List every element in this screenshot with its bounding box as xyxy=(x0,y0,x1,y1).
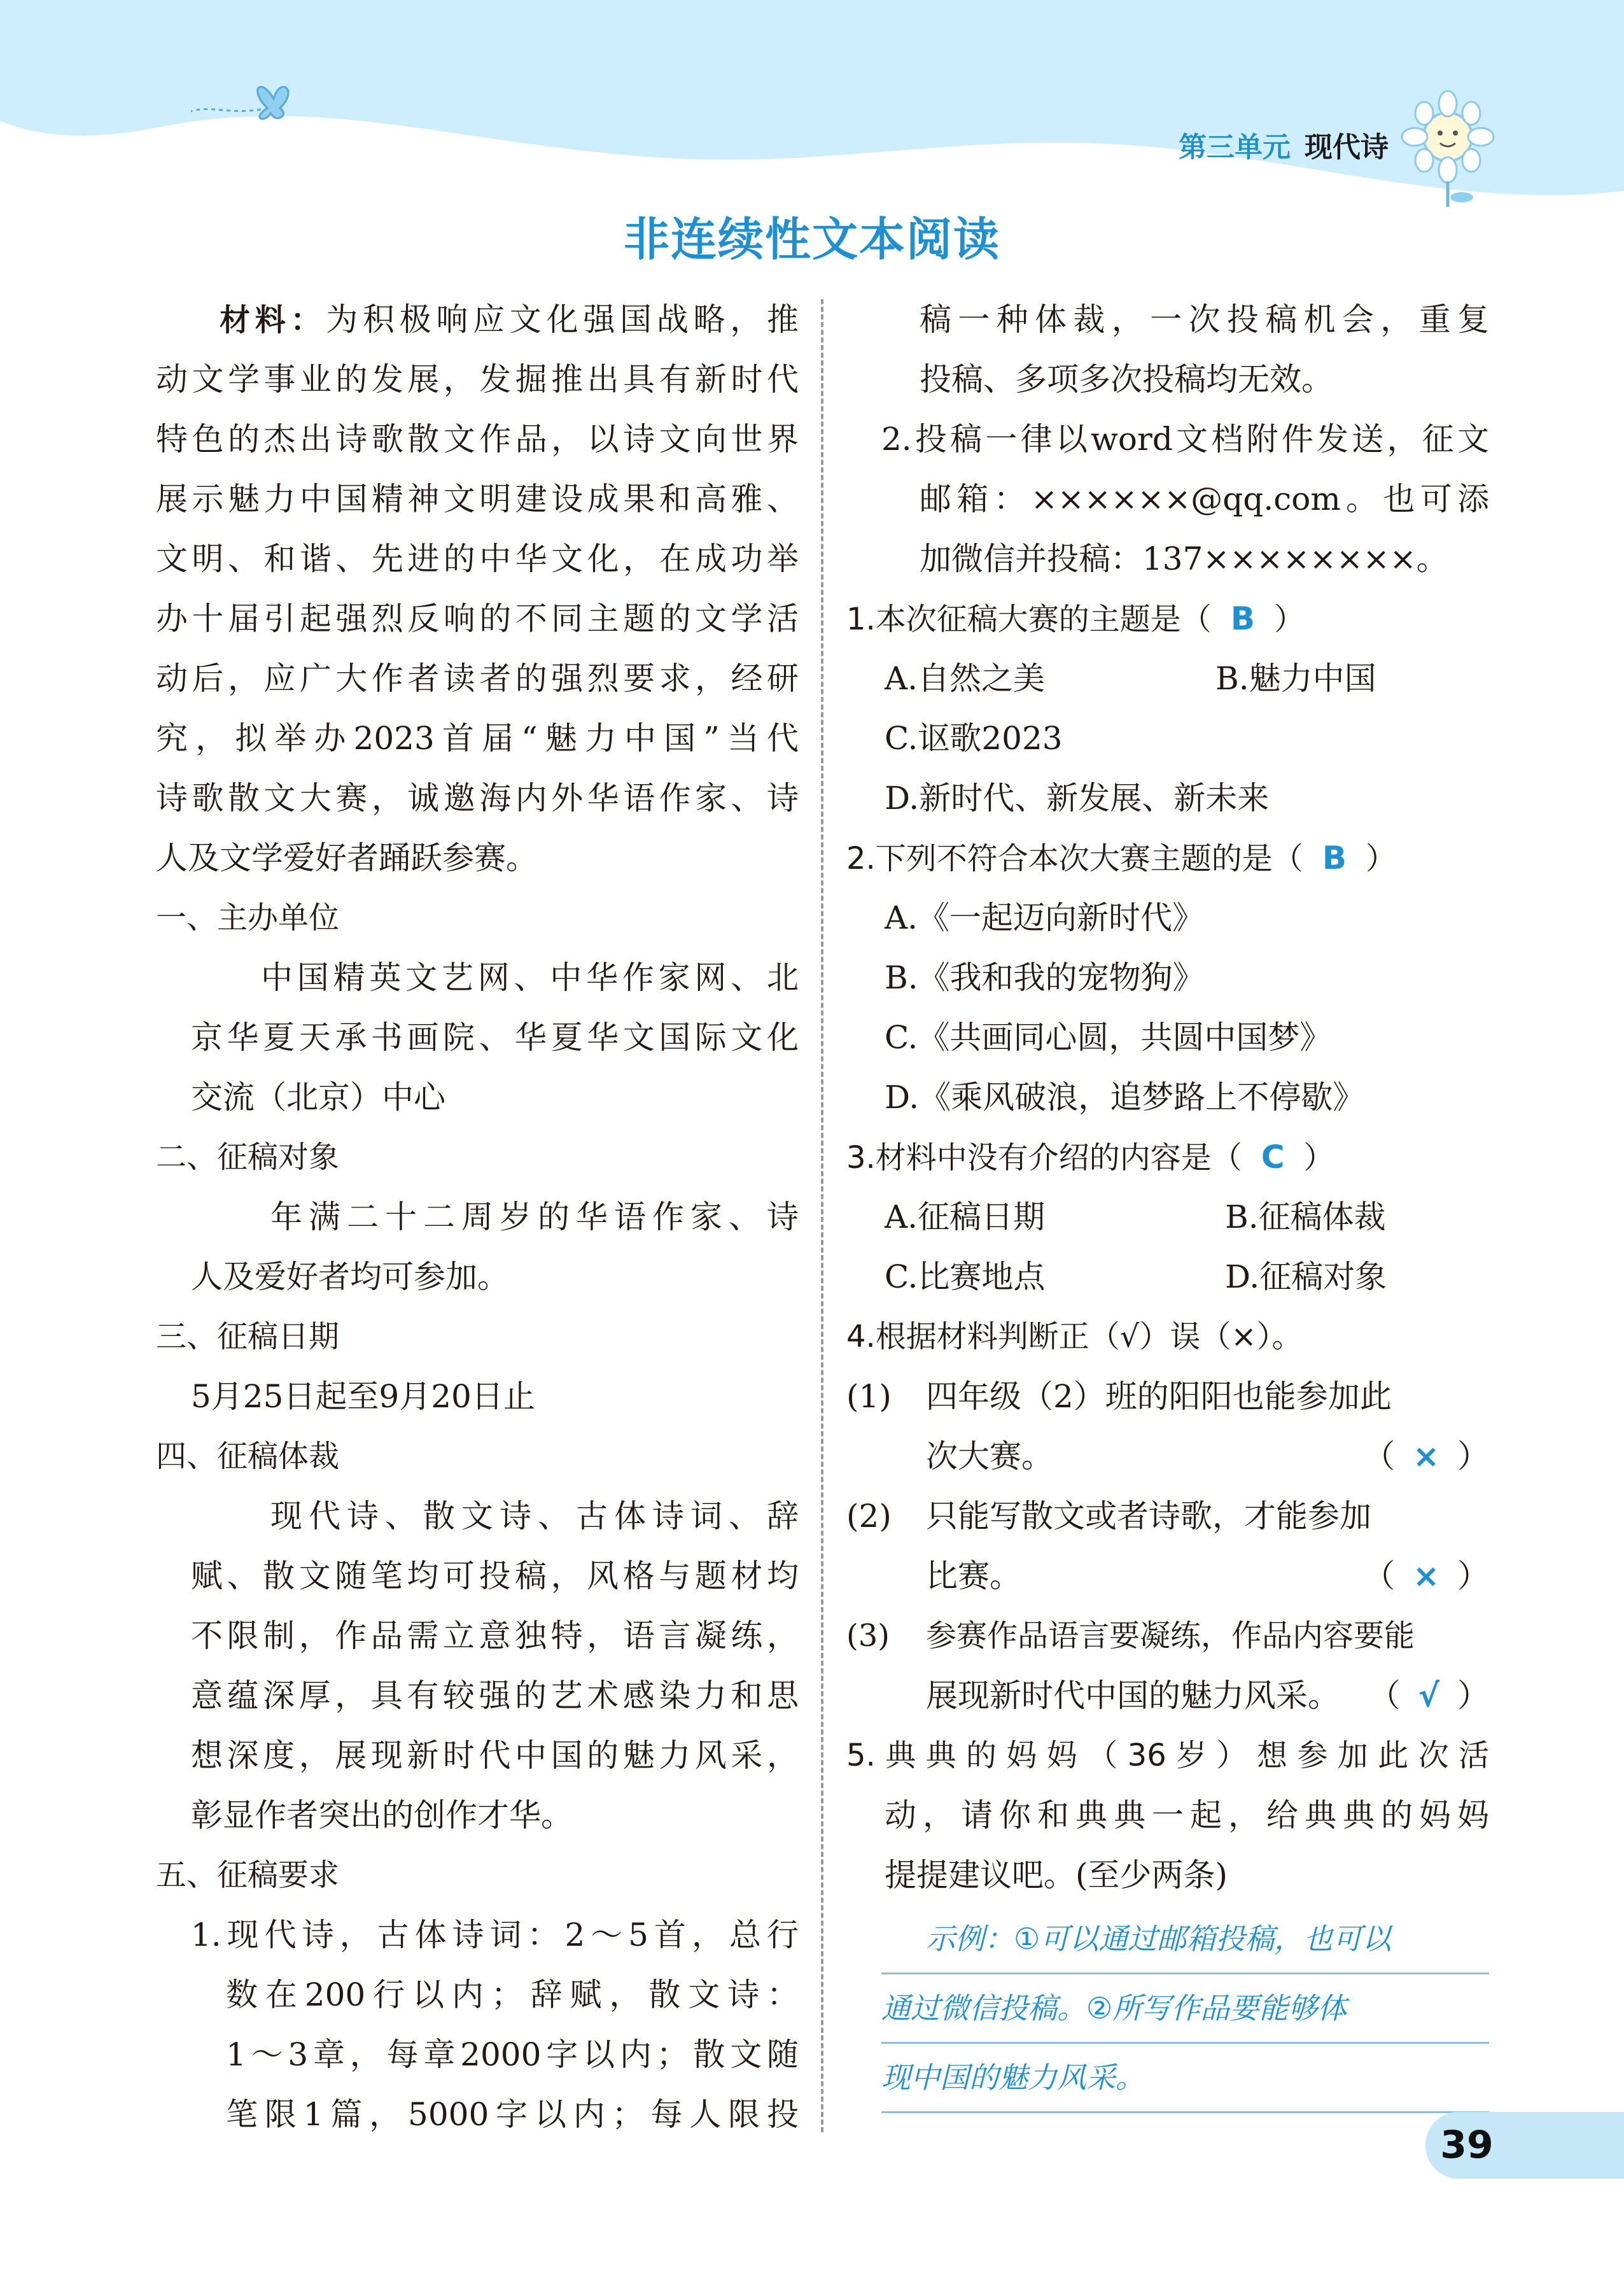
judge-item: (2) 只能写散文或者诗歌，才能参加 xyxy=(846,1498,1371,1535)
section-line: 中国精英文艺网、中华作家网、北 xyxy=(261,959,799,996)
option: B.魅力中国 xyxy=(1215,660,1376,697)
option: D.《乘风破浪，追梦路上不停歇》 xyxy=(885,1079,1365,1116)
answer-q5-line: 现中国的魅力风采。 xyxy=(881,2044,1489,2113)
column-divider xyxy=(821,299,823,2132)
section-line: 赋、散文随笔均可投稿，风格与题材均 xyxy=(191,1557,799,1594)
material-line: 展示魅力中国精神文明建设成果和高雅、 xyxy=(156,481,799,517)
continued-line: 加微信并投稿：137××××××××。 xyxy=(920,540,1448,577)
question-3: 3.材料中没有介绍的内容是（ C ） xyxy=(846,1139,1334,1176)
header-wave-background xyxy=(0,0,1624,210)
material-line: 诗歌散文大赛，诚邀海内外华语作家、诗 xyxy=(156,780,799,817)
question-4: 4.根据材料判断正（√）误（×）。 xyxy=(846,1319,1303,1354)
option: C.比赛地点 xyxy=(885,1258,1046,1295)
page-title: 非连续性文本阅读 xyxy=(623,213,1000,266)
judge-item-line: 展现新时代中国的魅力风采。 （ √ ） xyxy=(926,1677,1489,1714)
section-line: 京华夏天承书画院、华夏华文国际文化 xyxy=(191,1019,799,1056)
material-line: 材料：为积极响应文化强国战略，推 xyxy=(220,301,799,338)
section-line: 不限制，作品需立意独特，语言凝练， xyxy=(191,1617,799,1654)
section-heading: 二、征稿对象 xyxy=(156,1139,340,1175)
section-line: 彰显作者突出的创作才华。 xyxy=(191,1797,573,1834)
question-5: 5.典典的妈妈（36岁）想参加此次活 xyxy=(846,1738,1489,1773)
question-1: 1.本次征稿大赛的主题是（ B ） xyxy=(846,600,1305,637)
section-line: 5月25日起至9月20日止 xyxy=(191,1378,535,1415)
section-line: 数在200行以内；辞赋，散文诗： xyxy=(226,1976,799,2013)
judge-item-line: 次大赛。 （ × ） xyxy=(926,1438,1489,1475)
option: C.《共画同心圆，共圆中国梦》 xyxy=(885,1019,1332,1056)
section-line: 1.现代诗，古体诗词：2～5首，总行 xyxy=(191,1916,799,1953)
section-line: 1～3章，每章2000字以内；散文随 xyxy=(226,2036,799,2073)
answer-q4-3: √ xyxy=(1418,1677,1439,1714)
section-heading: 五、征稿要求 xyxy=(156,1857,340,1893)
continued-line: 投稿、多项多次投稿均无效。 xyxy=(920,361,1333,398)
option-row xyxy=(846,1187,1489,1247)
section-line: 笔限1篇，5000字以内；每人限投 xyxy=(226,2096,799,2133)
section-line: 想深度，展现新时代中国的魅力风采， xyxy=(191,1737,799,1774)
material-line: 动后，应广大作者读者的强烈要求，经研 xyxy=(156,660,799,697)
answer-q2: B xyxy=(1322,840,1347,876)
material-line: 文明、和谐、先进的中华文化，在成功举 xyxy=(156,540,799,577)
unit-topic: 现代诗 xyxy=(1305,131,1389,164)
material-line: 人及文学爱好者踊跃参赛。 xyxy=(156,840,538,876)
judge-item: (1) 四年级（2）班的阳阳也能参加此 xyxy=(846,1378,1392,1415)
option: B.《我和我的宠物狗》 xyxy=(885,959,1205,996)
answer-q4-2: × xyxy=(1413,1557,1439,1594)
question-2: 2.下列不符合本次大赛主题的是（ B ） xyxy=(846,840,1396,876)
unit-name: 第三单元 xyxy=(1179,131,1291,164)
left-column xyxy=(156,290,799,2144)
option: A.《一起迈向新时代》 xyxy=(885,899,1205,936)
option-row xyxy=(846,649,1489,708)
section-line: 交流（北京）中心 xyxy=(191,1079,445,1116)
question-5-line: 提提建议吧。(至少两条) xyxy=(885,1857,1228,1894)
material-line: 特色的杰出诗歌散文作品，以诗文向世界 xyxy=(156,421,799,458)
option: A.征稿日期 xyxy=(885,1199,1046,1235)
section-heading: 四、征稿体裁 xyxy=(156,1438,340,1474)
material-label: 材料： xyxy=(220,302,326,338)
option: B.征稿体裁 xyxy=(1225,1199,1386,1235)
answer-q1: B xyxy=(1230,600,1255,637)
section-heading: 一、主办单位 xyxy=(156,900,340,936)
unit-label xyxy=(1179,124,1389,165)
section-heading: 三、征稿日期 xyxy=(156,1319,340,1354)
option: D.新时代、新发展、新未来 xyxy=(885,780,1270,817)
material-line: 究，拟举办2023首届“魅力中国”当代 xyxy=(156,720,799,757)
question-5-line: 动，请你和典典一起，给典典的妈妈 xyxy=(885,1797,1489,1834)
answer-q3: C xyxy=(1261,1139,1285,1176)
option: D.征稿对象 xyxy=(1225,1258,1387,1295)
option: C.讴歌2023 xyxy=(885,720,1063,757)
continued-line: 邮箱：××××××@qq.com。也可添 xyxy=(920,481,1489,517)
answer-q5-line: 示例：①可以通过邮箱投稿，也可以 xyxy=(881,1905,1489,1974)
judge-item: (3) 参赛作品语言要凝练，作品内容要能 xyxy=(846,1618,1415,1654)
section-line: 年满二十二周岁的华语作家、诗 xyxy=(270,1199,799,1235)
page-number: 39 xyxy=(1440,2123,1494,2167)
continued-line: 稿一种体裁，一次投稿机会，重复 xyxy=(920,301,1489,338)
section-line: 现代诗、散文诗、古体诗词、辞 xyxy=(270,1498,799,1535)
right-column xyxy=(846,290,1489,2113)
section-line: 意蕴深厚，具有较强的艺术感染力和思 xyxy=(191,1677,799,1714)
judge-item-line: 比赛。 （ × ） xyxy=(926,1557,1489,1594)
answer-q5-line: 通过微信投稿。②所写作品要能够体 xyxy=(881,1974,1489,2044)
section-line: 人及爱好者均可参加。 xyxy=(191,1258,509,1295)
material-line: 动文学事业的发展，发掘推出具有新时代 xyxy=(156,361,799,398)
option-row xyxy=(846,1247,1489,1307)
answer-q4-1: × xyxy=(1413,1438,1439,1475)
material-line: 办十届引起强烈反响的不同主题的文学活 xyxy=(156,600,799,637)
continued-line: 2.投稿一律以word文档附件发送，征文 xyxy=(881,421,1489,458)
option: A.自然之美 xyxy=(885,660,1046,697)
